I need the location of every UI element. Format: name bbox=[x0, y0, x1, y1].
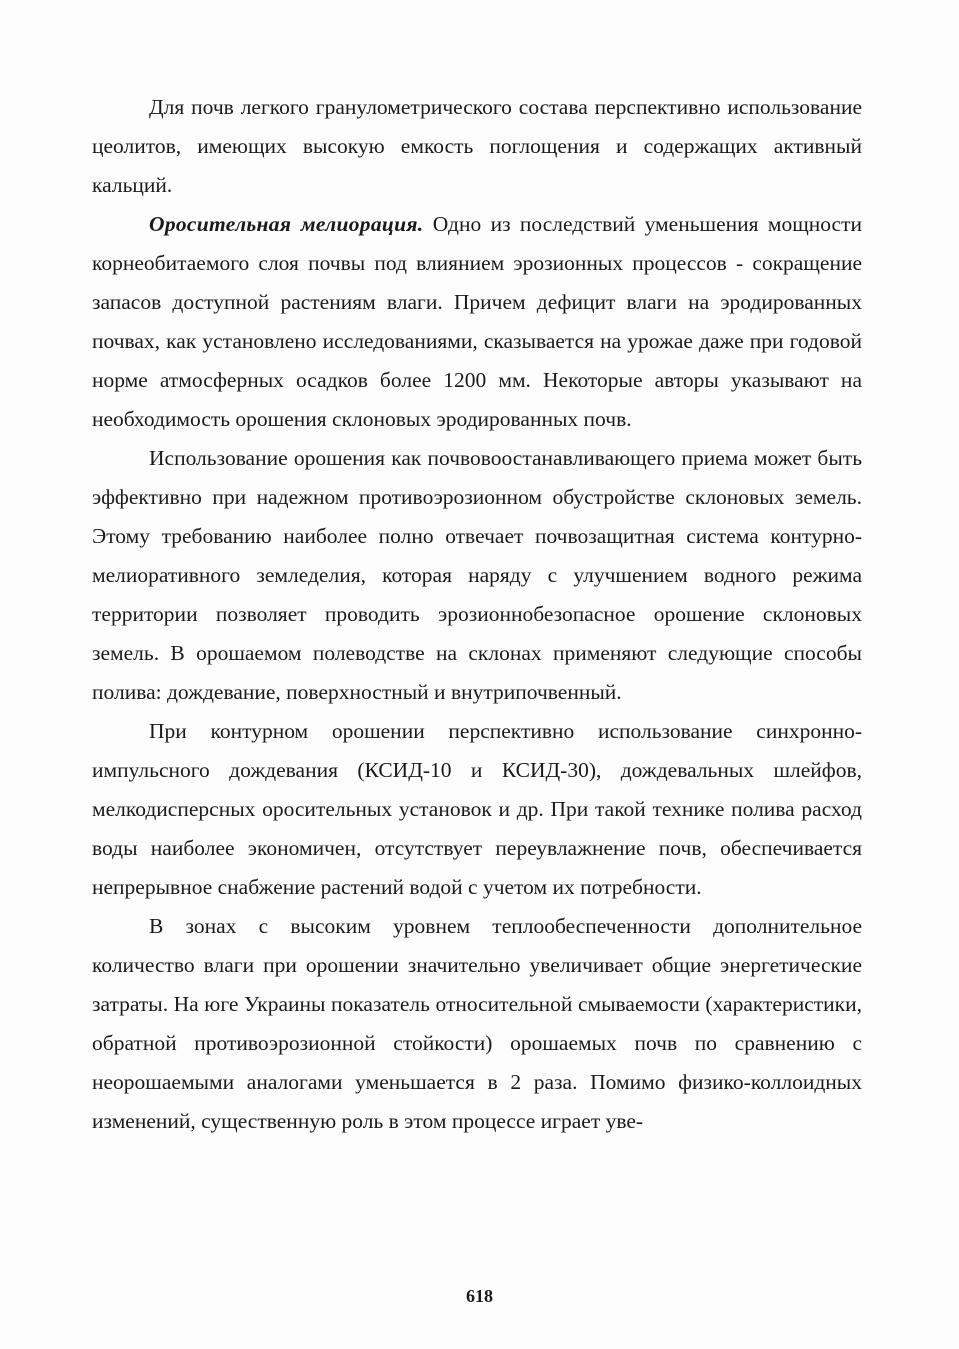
paragraph-2 bbox=[92, 205, 862, 439]
paragraph-4 bbox=[92, 712, 862, 907]
section-heading-inline: Оросительная мелиорация. bbox=[149, 212, 424, 236]
paragraph-text: При контурном орошении перспективно использование синхронно-импульсного дождевания (КСИД-10 и КСИД-30), дождевальных шлейфов, мелкодисперсных оросительных установок и др. При такой технике полива расход воды наиболее экономичен, отсутствует переувлажнение почв, обеспечивается непрерывное снабжение растений водой с учетом их потребности. bbox=[92, 719, 862, 899]
paragraph-5 bbox=[92, 907, 862, 1141]
paragraph-1 bbox=[92, 88, 862, 205]
body-text bbox=[92, 88, 862, 1141]
paragraph-text: Для почв легкого гранулометрического состава перспективно использование цеолитов, имеющих высокую емкость поглощения и содержащих активный кальций. bbox=[92, 95, 862, 197]
paragraph-text: Использование орошения как почвовоостанавливающего приема может быть эффективно при надежном противоэрозионном обустройстве склоновых земель. Этому требованию наиболее полно отвечает почвозащитная система контурно-мелиоративного земледелия, которая наряду с улучшением водного режима территории позволяет проводить эрозионнобезопасное орошение склоновых земель. В орошаемом полеводстве на склонах применяют следующие способы полива: дождевание, поверхностный и внутрипочвенный. bbox=[92, 446, 862, 704]
paragraph-text: В зонах с высоким уровнем теплообеспеченности дополнительное количество влаги при орошении значительно увеличивает общие энергетические затраты. На юге Украины показатель относительной смываемости (характеристики, обратной противоэрозионной стойкости) орошаемых почв по сравнению с неорошаемыми аналогами уменьшается в 2 раза. Помимо физико-коллоидных изменений, существенную роль в этом процессе играет уве- bbox=[92, 914, 862, 1133]
paragraph-text: Одно из последствий уменьшения мощности корнеобитаемого слоя почвы под влиянием эрозионных процессов - сокращение запасов доступной растениям влаги. Причем дефицит влаги на эродированных почвах, как установлено исследованиями, сказывается на урожае даже при годовой норме атмосферных осадков более 1200 мм. Некоторые авторы указывают на необходимость орошения склоновых эродированных почв. bbox=[92, 212, 862, 431]
paragraph-3 bbox=[92, 439, 862, 712]
page-number: 618 bbox=[466, 1286, 493, 1306]
